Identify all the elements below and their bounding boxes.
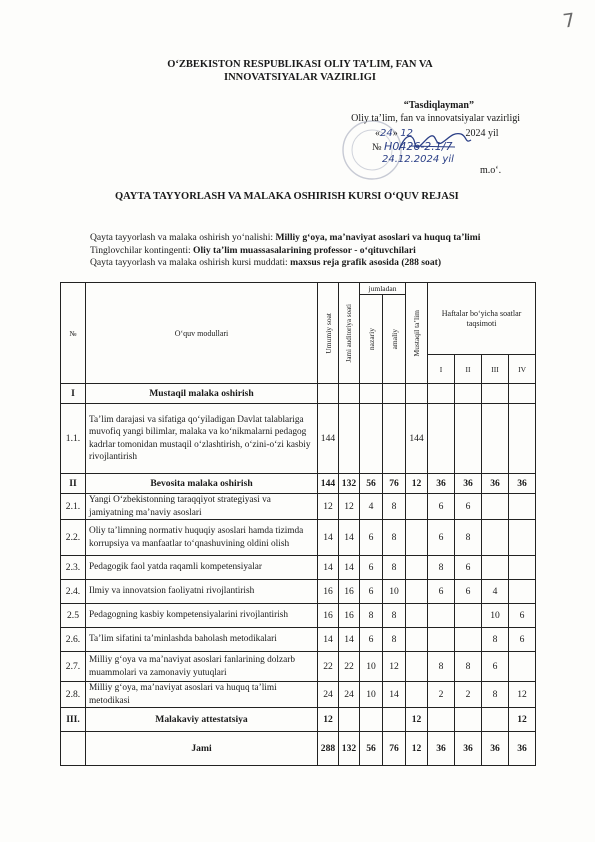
cell-total-hours: 24 — [318, 682, 339, 708]
meta-direction-label: Qayta tayyorlash va malaka oshirish yo‘nalishi: — [90, 232, 276, 243]
table-row — [61, 732, 536, 766]
curriculum-table — [60, 282, 536, 766]
cell-practice — [383, 404, 406, 474]
cell-total-hours: 12 — [318, 494, 339, 520]
cell-auditorium-hours — [339, 708, 360, 732]
cell-week-1: 36 — [428, 474, 455, 494]
cell-independent — [406, 628, 428, 652]
cell-practice: 8 — [383, 628, 406, 652]
cell-theory — [360, 404, 383, 474]
header-week-3: III — [482, 355, 509, 384]
table-row — [61, 556, 536, 580]
cell-practice: 8 — [383, 494, 406, 520]
document-title: QAYTA TAYYORLASH VA MALAKA OSHIRISH KURSI O‘QUV REJASI — [115, 191, 459, 202]
cell-practice — [383, 384, 406, 404]
row-module-name: Ilmiy va innovatsion faoliyatni rivojlantirish — [86, 580, 318, 604]
cell-week-4 — [509, 384, 536, 404]
cell-week-4: 36 — [509, 732, 536, 766]
cell-week-4: 36 — [509, 474, 536, 494]
table-row — [61, 384, 536, 404]
row-number: 2.6. — [61, 628, 86, 652]
cell-week-3 — [482, 494, 509, 520]
cell-theory: 4 — [360, 494, 383, 520]
cell-theory — [360, 708, 383, 732]
cell-total-hours — [318, 384, 339, 404]
cell-week-2 — [455, 628, 482, 652]
approval-year: 2024 yil — [465, 128, 499, 139]
row-number: 2.7. — [61, 652, 86, 682]
cell-theory: 8 — [360, 604, 383, 628]
cell-week-2: 36 — [455, 474, 482, 494]
cell-theory — [360, 384, 383, 404]
cell-week-1: 8 — [428, 652, 455, 682]
row-module-name: Ta’lim darajasi va sifatiga qo‘yiladigan Davlat talablariga muvofiq yangi bilimlar, malaka va ko‘nikmalarni pedagog kadrlar tomonidan mustaqil o‘zlashtirish, o‘zini-o‘zi kasbiy rivojlantirish — [86, 404, 318, 474]
table-row — [61, 708, 536, 732]
row-number — [61, 732, 86, 766]
row-module-name: Pedagogning kasbiy kompetensiyalarini rivojlantirish — [86, 604, 318, 628]
cell-auditorium-hours: 14 — [339, 520, 360, 556]
header-week-1: I — [428, 355, 455, 384]
header-weeks: Haftalar bo‘yicha soatlar taqsimoti — [428, 283, 536, 355]
header-practice — [383, 295, 406, 384]
approval-seal-place: m.o‘. — [480, 164, 502, 176]
row-number: 2.2. — [61, 520, 86, 556]
cell-independent — [406, 580, 428, 604]
cell-auditorium-hours: 132 — [339, 474, 360, 494]
cell-theory: 10 — [360, 652, 383, 682]
cell-week-3: 36 — [482, 474, 509, 494]
cell-practice: 14 — [383, 682, 406, 708]
header-theory-text: nazariy — [366, 327, 376, 351]
row-module-name: Yangi O‘zbekistonning taraqqiyot strategiyasi va jamiyatning ma’naviy asoslari — [86, 494, 318, 520]
cell-week-2: 2 — [455, 682, 482, 708]
signature — [392, 128, 475, 158]
cell-independent: 12 — [406, 708, 428, 732]
header-modules: O‘quv modullari — [86, 283, 318, 384]
cell-week-4 — [509, 520, 536, 556]
cell-week-1: 2 — [428, 682, 455, 708]
cell-practice: 76 — [383, 732, 406, 766]
cell-week-4 — [509, 580, 536, 604]
cell-total-hours: 16 — [318, 604, 339, 628]
cell-week-1: 6 — [428, 520, 455, 556]
cell-week-4: 6 — [509, 628, 536, 652]
cell-week-3 — [482, 556, 509, 580]
cell-week-3 — [482, 708, 509, 732]
cell-week-1 — [428, 628, 455, 652]
cell-total-hours: 14 — [318, 628, 339, 652]
cell-week-3: 36 — [482, 732, 509, 766]
cell-independent — [406, 682, 428, 708]
cell-week-4: 6 — [509, 604, 536, 628]
cell-week-3: 8 — [482, 628, 509, 652]
cell-auditorium-hours: 22 — [339, 652, 360, 682]
table-row — [61, 404, 536, 474]
cell-auditorium-hours: 14 — [339, 556, 360, 580]
cell-auditorium-hours: 12 — [339, 494, 360, 520]
row-number: 2.4. — [61, 580, 86, 604]
cell-week-2: 6 — [455, 494, 482, 520]
cell-auditorium-hours: 14 — [339, 628, 360, 652]
cell-total-hours: 16 — [318, 580, 339, 604]
cell-week-2 — [455, 708, 482, 732]
header-independent-text: Mustaqil ta’lim — [412, 309, 422, 357]
cell-theory: 6 — [360, 520, 383, 556]
row-module-name: Ta’lim sifatini ta’minlashda baholash metodikalari — [86, 628, 318, 652]
header-week-4: IV — [509, 355, 536, 384]
table-row — [61, 652, 536, 682]
cell-total-hours: 144 — [318, 404, 339, 474]
header-auditorium-hours-text: Jami auditoriya soati — [345, 303, 353, 363]
table-row — [61, 474, 536, 494]
row-number: 1.1. — [61, 404, 86, 474]
cell-total-hours: 144 — [318, 474, 339, 494]
cell-week-1 — [428, 604, 455, 628]
cell-total-hours: 14 — [318, 520, 339, 556]
cell-week-2: 6 — [455, 556, 482, 580]
row-module-name: Milliy g‘oya, ma’naviyat asoslari va huquq ta’limi metodikasi — [86, 682, 318, 708]
approval-organization: Oliy ta’lim, fan va innovatsiyalar vazirligi — [351, 112, 520, 124]
row-module-name: Milliy g‘oya va ma’naviyat asoslari fanlarining dolzarb muammolari va zamonaviy yutuqlari — [86, 652, 318, 682]
cell-theory: 10 — [360, 682, 383, 708]
cell-practice: 8 — [383, 604, 406, 628]
cell-theory: 6 — [360, 580, 383, 604]
header-week-2: II — [455, 355, 482, 384]
table-row — [61, 520, 536, 556]
number-sign: № — [372, 141, 382, 153]
cell-total-hours: 12 — [318, 708, 339, 732]
cell-independent — [406, 604, 428, 628]
table-row — [61, 494, 536, 520]
table-row — [61, 628, 536, 652]
cell-week-3 — [482, 520, 509, 556]
header-including: jumladan — [360, 283, 406, 295]
cell-theory: 6 — [360, 556, 383, 580]
cell-week-4 — [509, 404, 536, 474]
cell-total-hours: 288 — [318, 732, 339, 766]
table-row — [61, 604, 536, 628]
cell-independent: 12 — [406, 474, 428, 494]
cell-week-3: 6 — [482, 652, 509, 682]
row-module-name: Jami — [86, 732, 318, 766]
cell-week-1 — [428, 404, 455, 474]
cell-independent — [406, 494, 428, 520]
row-number: III. — [61, 708, 86, 732]
cell-week-4: 12 — [509, 708, 536, 732]
cell-total-hours: 22 — [318, 652, 339, 682]
table-row — [61, 682, 536, 708]
row-number: II — [61, 474, 86, 494]
meta-duration-value: maxsus reja grafik asosida (288 soat) — [290, 257, 442, 268]
cell-theory: 56 — [360, 474, 383, 494]
meta-contingent-value: Oliy ta’lim muassasalarining professor - o‘qituvchilari — [193, 244, 416, 256]
header-auditorium-hours — [339, 283, 360, 384]
cell-week-2 — [455, 604, 482, 628]
cell-auditorium-hours — [339, 384, 360, 404]
meta-direction — [90, 232, 480, 245]
table-body — [61, 384, 536, 766]
row-number: I — [61, 384, 86, 404]
cell-practice — [383, 708, 406, 732]
header-practice-text: amaliy — [389, 328, 399, 350]
ministry-heading: O‘ZBEKISTON RESPUBLIKASI OLIY TA’LIM, FAN VA INNOVATSIYALAR VAZIRLIGI — [167, 59, 433, 83]
approval-month: 12 — [400, 128, 413, 139]
header-theory — [360, 295, 383, 384]
header-number: № — [61, 283, 86, 384]
cell-week-3: 4 — [482, 580, 509, 604]
cell-week-4 — [509, 652, 536, 682]
header-independent — [406, 283, 428, 384]
row-module-name: Oliy ta’limning normativ huquqiy asoslari hamda tizimda korrupsiya va manfaatlar to‘qnashuvining oldini olish — [86, 520, 318, 556]
cell-week-2: 8 — [455, 652, 482, 682]
cell-auditorium-hours — [339, 404, 360, 474]
cell-week-2 — [455, 384, 482, 404]
row-module-name: Bevosita malaka oshirish — [86, 474, 318, 494]
date-quote-close: » — [392, 128, 398, 139]
meta-contingent — [90, 245, 480, 258]
course-meta — [90, 232, 480, 270]
cell-practice: 12 — [383, 652, 406, 682]
cell-practice: 10 — [383, 580, 406, 604]
cell-practice: 8 — [383, 520, 406, 556]
meta-contingent-label: Tinglovchilar kontingenti: — [90, 244, 194, 256]
cell-week-1 — [428, 384, 455, 404]
row-module-name: Pedagogik faol yatda raqamli kompetensiyalar — [86, 556, 318, 580]
cell-week-1: 6 — [428, 580, 455, 604]
cell-week-2 — [455, 404, 482, 474]
approval-number-value: H0426-2.1/7 — [384, 139, 453, 153]
cell-practice: 76 — [383, 474, 406, 494]
cell-week-3 — [482, 384, 509, 404]
row-module-name: Malakaviy attestatsiya — [86, 708, 318, 732]
row-number: 2.5 — [61, 604, 86, 628]
cell-week-4 — [509, 556, 536, 580]
cell-week-3: 10 — [482, 604, 509, 628]
cell-week-3 — [482, 404, 509, 474]
row-number: 2.3. — [61, 556, 86, 580]
row-number: 2.1. — [61, 494, 86, 520]
cell-theory: 6 — [360, 628, 383, 652]
approval-number-date-value: 24.12.2024 yil — [382, 154, 454, 165]
cell-week-4: 12 — [509, 682, 536, 708]
cell-independent — [406, 520, 428, 556]
cell-week-1 — [428, 708, 455, 732]
cell-independent: 144 — [406, 404, 428, 474]
cell-week-3: 8 — [482, 682, 509, 708]
cell-week-1: 36 — [428, 732, 455, 766]
cell-independent — [406, 652, 428, 682]
cell-independent: 12 — [406, 732, 428, 766]
cell-week-2: 36 — [455, 732, 482, 766]
approval-day: 24 — [380, 128, 393, 139]
meta-duration — [90, 257, 480, 270]
cell-week-2: 8 — [455, 520, 482, 556]
meta-duration-label: Qayta tayyorlash va malaka oshirish kursi muddati: — [90, 257, 291, 268]
cell-independent — [406, 556, 428, 580]
cell-auditorium-hours: 24 — [339, 682, 360, 708]
approval-heading: “Tasdiqlayman” — [403, 100, 474, 111]
cell-practice: 8 — [383, 556, 406, 580]
header-total-hours — [318, 283, 339, 384]
cell-auditorium-hours: 16 — [339, 604, 360, 628]
cell-week-2: 6 — [455, 580, 482, 604]
cell-total-hours: 14 — [318, 556, 339, 580]
table-row — [61, 580, 536, 604]
page-number: 7 — [561, 9, 577, 33]
row-module-name: Mustaqil malaka oshirish — [86, 384, 318, 404]
cell-theory: 56 — [360, 732, 383, 766]
meta-direction-value: Milliy g‘oya, ma’naviyat asoslari va huquq ta’limi — [275, 232, 481, 243]
cell-auditorium-hours: 132 — [339, 732, 360, 766]
row-number: 2.8. — [61, 682, 86, 708]
cell-week-4 — [509, 494, 536, 520]
cell-week-1: 8 — [428, 556, 455, 580]
cell-auditorium-hours: 16 — [339, 580, 360, 604]
header-total-hours-text: Umumiy soat — [323, 312, 333, 354]
cell-week-1: 6 — [428, 494, 455, 520]
date-quote-open: « — [375, 128, 380, 139]
cell-independent — [406, 384, 428, 404]
